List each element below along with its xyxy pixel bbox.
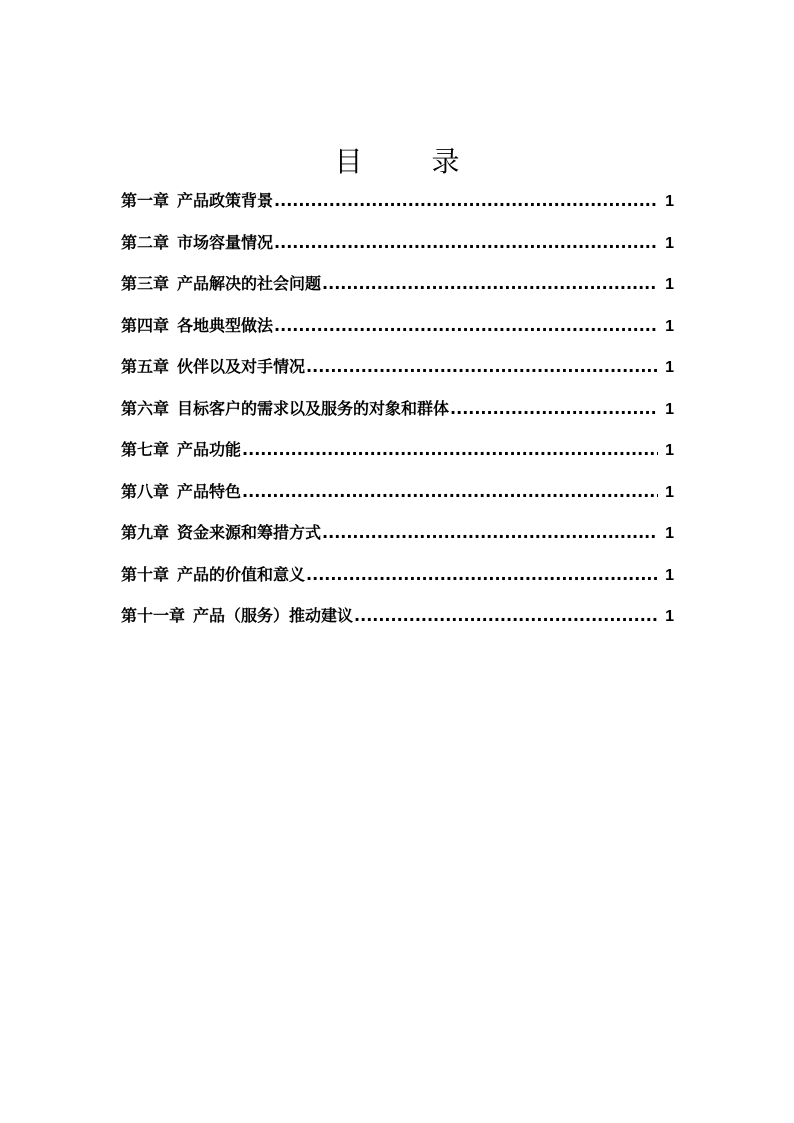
toc-chapter-number: 第一章 (121, 191, 170, 210)
toc-dot-leader (306, 565, 658, 584)
toc-dot-leader (322, 274, 658, 293)
toc-chapter-number: 第四章 (121, 315, 170, 335)
toc-entry[interactable] (121, 603, 674, 645)
toc-page-number: 1 (665, 234, 674, 252)
toc-entry[interactable] (121, 313, 674, 355)
toc-page-number: 1 (665, 442, 674, 459)
toc-dot-leader (242, 440, 658, 459)
toc-chapter-number: 第五章 (121, 357, 170, 376)
toc-page-number: 1 (665, 276, 674, 293)
toc-dot-leader (274, 316, 658, 335)
toc-page-number: 1 (665, 193, 674, 210)
toc-entry[interactable] (121, 479, 674, 521)
toc-entry[interactable] (121, 396, 674, 438)
toc-chapter-title: 产品解决的社会问题 (177, 274, 322, 293)
toc-chapter-title: 伙伴以及对手情况 (177, 357, 306, 376)
toc-page-number: 1 (665, 483, 674, 501)
toc-chapter-title: 产品的价值和意义 (177, 564, 306, 584)
toc-chapter-number: 第三章 (121, 274, 170, 293)
toc-chapter-number: 第十一章 (121, 606, 186, 625)
toc-chapter-title: 目标客户的需求以及服务的对象和群体 (177, 398, 450, 418)
toc-page-number: 1 (665, 525, 674, 542)
toc-entry[interactable] (121, 354, 674, 396)
toc-page-number: 1 (665, 400, 674, 418)
toc-dot-leader (322, 523, 658, 542)
toc-chapter-title: 各地典型做法 (177, 315, 274, 335)
toc-page-number: 1 (665, 608, 674, 625)
toc-entry[interactable] (121, 271, 674, 313)
toc-page-number: 1 (665, 566, 674, 584)
toc-chapter-number: 第八章 (121, 481, 170, 501)
table-of-contents (121, 188, 674, 645)
toc-page-number: 1 (665, 359, 674, 376)
toc-dot-leader (242, 482, 658, 501)
toc-chapter-title: 产品政策背景 (177, 191, 274, 210)
toc-entry[interactable] (121, 520, 674, 562)
toc-chapter-number: 第六章 (121, 398, 170, 418)
toc-chapter-title: 资金来源和筹措方式 (177, 523, 322, 542)
toc-entry[interactable] (121, 188, 674, 230)
toc-dot-leader (306, 357, 658, 376)
toc-entry[interactable] (121, 230, 674, 272)
toc-dot-leader (354, 606, 658, 625)
toc-chapter-title: 产品功能 (177, 440, 242, 459)
toc-title: 目 录 (334, 145, 490, 178)
toc-chapter-title: 产品特色 (177, 481, 242, 501)
toc-chapter-number: 第七章 (121, 440, 170, 459)
toc-chapter-title: 市场容量情况 (177, 232, 274, 252)
toc-chapter-title: 产品（服务）推动建议 (193, 606, 354, 625)
toc-page-number: 1 (665, 317, 674, 335)
toc-entry[interactable] (121, 562, 674, 604)
toc-chapter-number: 第二章 (121, 232, 170, 252)
toc-dot-leader (274, 233, 658, 252)
toc-dot-leader (274, 191, 658, 210)
toc-chapter-number: 第九章 (121, 523, 170, 542)
toc-dot-leader (450, 399, 658, 418)
toc-entry[interactable] (121, 437, 674, 479)
toc-chapter-number: 第十章 (121, 564, 170, 584)
